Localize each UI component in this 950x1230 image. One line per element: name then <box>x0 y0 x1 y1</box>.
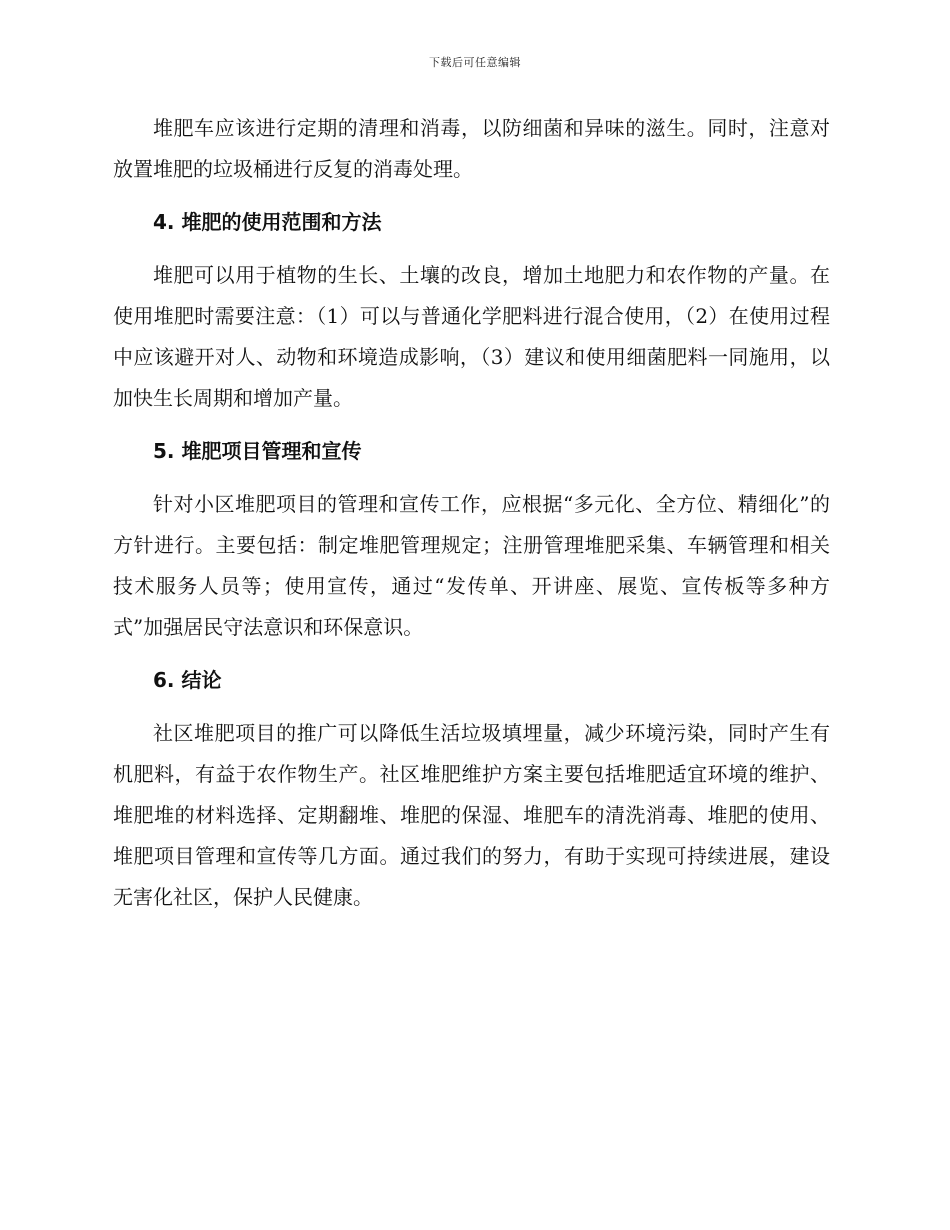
paragraph-compost-cart-cleaning: 堆肥车应该进行定期的清理和消毒，以防细菌和异味的滋生。同时，注意对放置堆肥的垃圾桶进行反复的消毒处理。 <box>113 116 830 181</box>
paragraph-project-management: 针对小区堆肥项目的管理和宣传工作，应根据“多元化、全方位、精细化”的方针进行。主要包括：制定堆肥管理规定；注册管理堆肥采集、车辆管理和相关技术服务人员等；使用宣传，通过“发传单、开讲座、展览、宣传板等多种方式”加强居民守法意识和环保意识。 <box>113 492 830 639</box>
paragraph-conclusion: 社区堆肥项目的推广可以降低生活垃圾填埋量，减少环境污染，同时产生有机肥料，有益于农作物生产。社区堆肥维护方案主要包括堆肥适宜环境的维护、堆肥堆的材料选择、定期翻堆、堆肥的保湿、堆肥车的清洗消毒、堆肥的使用、堆肥项目管理和宣传等几方面。通过我们的努力，有助于实现可持续进展，建设无害化社区，保护人民健康。 <box>113 721 830 909</box>
section-heading-usage: 4. 堆肥的使用范围和方法 <box>153 210 382 234</box>
document-body <box>113 108 830 930</box>
paragraph-compost-usage: 堆肥可以用于植物的生长、土壤的改良，增加土地肥力和农作物的产量。在使用堆肥时需要注意：（1）可以与普通化学肥料进行混合使用，（2）在使用过程中应该避开对人、动物和环境造成影响，（3）建议和使用细菌肥料一同施用，以加快生长周期和增加产量。 <box>113 263 830 410</box>
section-heading-management: 5. 堆肥项目管理和宣传 <box>153 439 362 463</box>
section-heading-conclusion: 6. 结论 <box>153 668 222 692</box>
page-header: 下载后可任意编辑 <box>429 56 521 69</box>
